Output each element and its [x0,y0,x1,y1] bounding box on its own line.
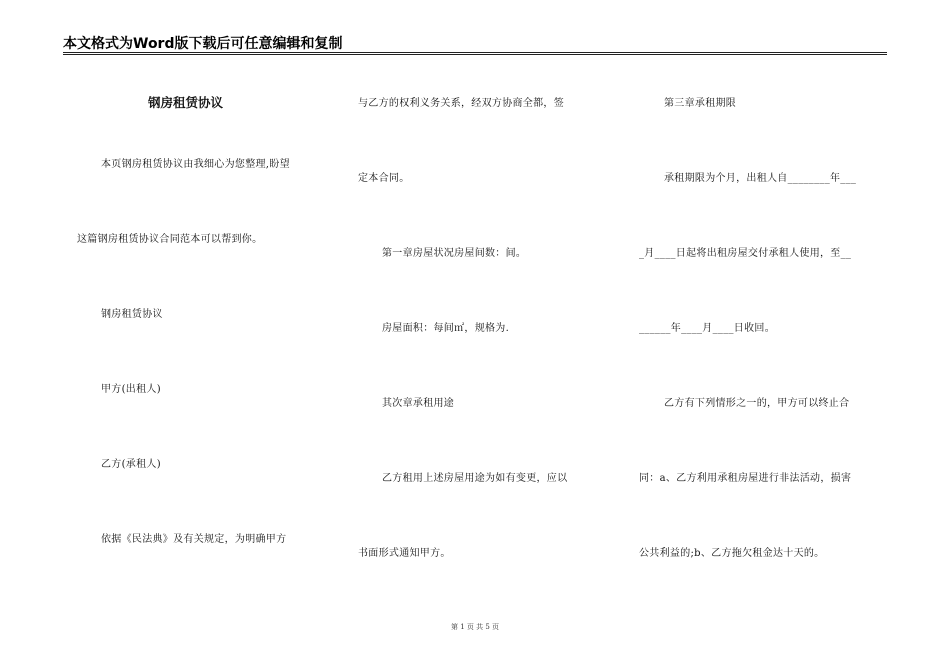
paragraph-line: 与乙方的权利义务关系，经双方协商全都，签 [358,98,564,109]
header-divider-secondary [63,54,887,55]
paragraph-line: 书面形式通知甲方。 [358,548,451,559]
paragraph-line: 依据《民法典》及有关规定，为明确甲方 [101,534,287,545]
paragraph-line: 甲方(出租人) [101,384,161,395]
paragraph-line: 定本合同。 [358,173,410,184]
paragraph-line: 同：a、乙方利用承租房屋进行非法活动，损害 [639,473,852,484]
paragraph-line: 第三章承租期限 [664,98,737,109]
document-title: 钢房租赁协议 [148,95,224,110]
paragraph-line: 房屋面积：每间㎡，规格为. [382,323,510,334]
paragraph-line: 这篇钢房租赁协议合同范本可以帮到你。 [77,234,263,245]
header-divider [63,52,887,53]
paragraph-line: 承租期限为个月，出租人自________年___ [664,173,857,184]
paragraph-line: 本页钢房租赁协议由我细心为您整理,盼望 [101,159,290,170]
paragraph-line: 钢房租赁协议 [101,309,163,320]
paragraph-line: 其次章承租用途 [382,398,455,409]
paragraph-line: 公共利益的;b、乙方拖欠租金达十天的。 [639,548,825,559]
page-number-footer: 第 1 页 共 5 页 [450,623,500,631]
document-header-title: 本文格式为Word版下载后可任意编辑和复制 [63,36,343,52]
paragraph-line: 乙方(承租人) [101,459,161,470]
paragraph-line: _月____日起将出租房屋交付承租人使用，至__ [639,248,852,259]
paragraph-line: 乙方有下列情形之一的，甲方可以终止合 [664,398,850,409]
paragraph-line: ______年____月____日收回。 [639,323,775,334]
paragraph-line: 乙方租用上述房屋用途为如有变更，应以 [382,473,568,484]
paragraph-line: 第一章房屋状况房屋间数：间。 [382,248,527,259]
